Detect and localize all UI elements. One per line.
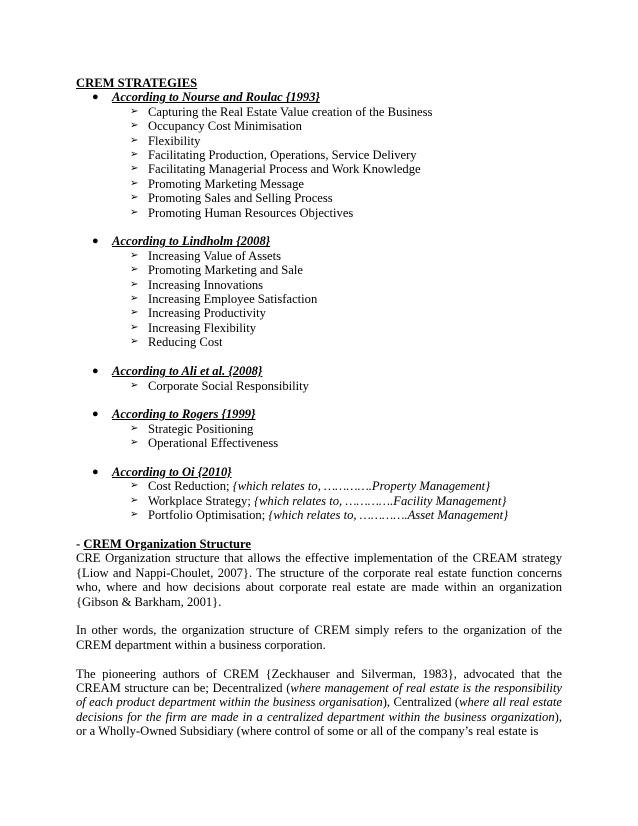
arrow-bullet-icon: ➢ [130,134,139,146]
structure-prefix: - [76,536,84,551]
strategy-item [130,379,562,393]
strategy-item [130,292,562,306]
strategy-list [112,479,562,522]
strategy-item-text: Reducing Cost [148,335,223,350]
arrow-bullet-icon: ➢ [130,278,139,290]
arrow-bullet-icon: ➢ [130,120,139,132]
bullet-icon: ● [92,408,99,421]
arrow-bullet-icon: ➢ [130,494,139,506]
strategy-item-text: Promoting Sales and Selling Process [148,191,333,206]
strategy-item [130,508,562,522]
bullet-icon: ● [92,235,99,248]
arrow-bullet-icon: ➢ [130,163,139,175]
strategy-item [130,306,562,320]
para3-text-2: ), Centralized ( [382,695,460,710]
page-heading: CREM STRATEGIES [76,76,198,90]
arrow-bullet-icon: ➢ [130,249,139,261]
strategy-item [130,148,562,162]
strategy-item-text: Increasing Employee Satisfaction [148,292,318,307]
arrow-bullet-icon: ➢ [130,480,139,492]
strategy-item [130,119,562,133]
bullet-icon: ● [92,365,99,378]
para3-text-1: The pioneering authors of CREM {Zeckhauser and Silverman, 1983}, advocated that the CREAM structure can be; Decentralized ( [76,666,562,695]
strategy-item-text: Increasing Innovations [148,277,264,292]
strategy-list [112,422,562,451]
strategy-item-note: {which relates to, ………….Asset Management} [268,508,509,523]
strategy-item-text: Facilitating Production, Operations, Service Delivery [148,148,417,163]
structure-paragraph-2: In other words, the organization structure of CREM simply refers to the organization of the CREM department within a business corporation. [76,623,562,652]
arrow-bullet-icon: ➢ [130,149,139,161]
strategy-item-text: Facilitating Managerial Process and Work Knowledge [148,162,421,177]
strategy-item-note: {which relates to, ………….Property Management} [232,479,491,494]
arrow-bullet-icon: ➢ [130,336,139,348]
structure-paragraph-1: CRE Organization structure that allows the effective implementation of the CREAM strategy {Liow and Nappi-Choulet, 2007}. The structure of the corporate real estate function concerns who, where and how decisions about corporate real estate are made within an organization {Gibson & Barkham, 2001}. [76,551,562,609]
structure-heading [76,537,562,551]
strategy-item-text: Promoting Human Resources Objectives [148,205,354,220]
arrow-bullet-icon: ➢ [130,105,139,117]
strategy-item [130,162,562,176]
arrow-bullet-icon: ➢ [130,379,139,391]
strategy-item-text: Strategic Positioning [148,421,254,436]
strategy-item-text: Workplace Strategy; [148,493,254,508]
strategy-item-text: Promoting Marketing and Sale [148,263,303,278]
strategy-item-text: Promoting Marketing Message [148,176,305,191]
arrow-bullet-icon: ➢ [130,321,139,333]
strategy-item [130,105,562,119]
strategy-list [112,105,562,220]
strategy-item [130,249,562,263]
strategy-item [130,479,562,493]
section-authors: According to Ali et al. {2008} [112,364,263,379]
arrow-bullet-icon: ➢ [130,192,139,204]
strategy-section [76,90,562,220]
arrow-bullet-icon: ➢ [130,422,139,434]
para3-italic-2: where all real estate decisions for the firm are made in a centralized department within the business organization [76,695,562,724]
strategy-section [76,465,562,523]
strategy-list [112,249,562,350]
bullet-icon: ● [92,465,99,478]
strategy-item [130,263,562,277]
para3-italic-1: where management of real estate is the responsibility of each product department within the business organisation [76,680,562,710]
strategy-item [130,177,562,191]
strategy-item-text: Flexibility [148,133,201,148]
arrow-bullet-icon: ➢ [130,206,139,218]
strategy-item [130,436,562,450]
strategy-item-text: Occupancy Cost Minimisation [148,119,302,134]
strategy-item [130,335,562,349]
para3-text-3: ), or a Wholly-Owned Subsidiary (where control of some or all of the company’s real estate is [76,709,562,739]
strategy-item [130,134,562,148]
strategy-item [130,321,562,335]
strategy-list [112,379,562,393]
strategy-item [130,494,562,508]
strategy-section [76,407,562,450]
arrow-bullet-icon: ➢ [130,293,139,305]
arrow-bullet-icon: ➢ [130,177,139,189]
strategy-item-text: Cost Reduction; [148,479,233,494]
strategy-item [130,422,562,436]
strategy-sections [76,90,562,522]
strategy-item [130,206,562,220]
strategy-item-text: Increasing Flexibility [148,320,257,335]
strategy-item-text: Capturing the Real Estate Value creation of the Business [148,104,433,119]
strategy-item [130,278,562,292]
arrow-bullet-icon: ➢ [130,264,139,276]
strategy-item-text: Corporate Social Responsibility [148,378,309,393]
strategy-item-note: {which relates to, ………….Facility Management} [254,493,507,508]
arrow-bullet-icon: ➢ [130,307,139,319]
arrow-bullet-icon: ➢ [130,437,139,449]
arrow-bullet-icon: ➢ [130,509,139,521]
section-authors: According to Rogers {1999} [112,407,256,422]
strategy-item-text: Increasing Value of Assets [148,248,282,263]
bullet-icon: ● [92,91,99,104]
structure-title: CREM Organization Structure [83,536,252,551]
section-authors: According to Lindholm {2008} [112,234,271,249]
strategy-section [76,234,562,349]
document-page [76,76,562,739]
strategy-item [130,191,562,205]
strategy-section [76,364,562,393]
strategy-item-text: Portfolio Optimisation; [148,508,269,523]
section-authors: According to Nourse and Roulac {1993} [112,90,320,105]
strategy-item-text: Increasing Productivity [148,306,266,321]
section-authors: According to Oi {2010} [112,464,232,479]
strategy-item-text: Operational Effectiveness [148,436,279,451]
structure-paragraph-3 [76,667,562,739]
